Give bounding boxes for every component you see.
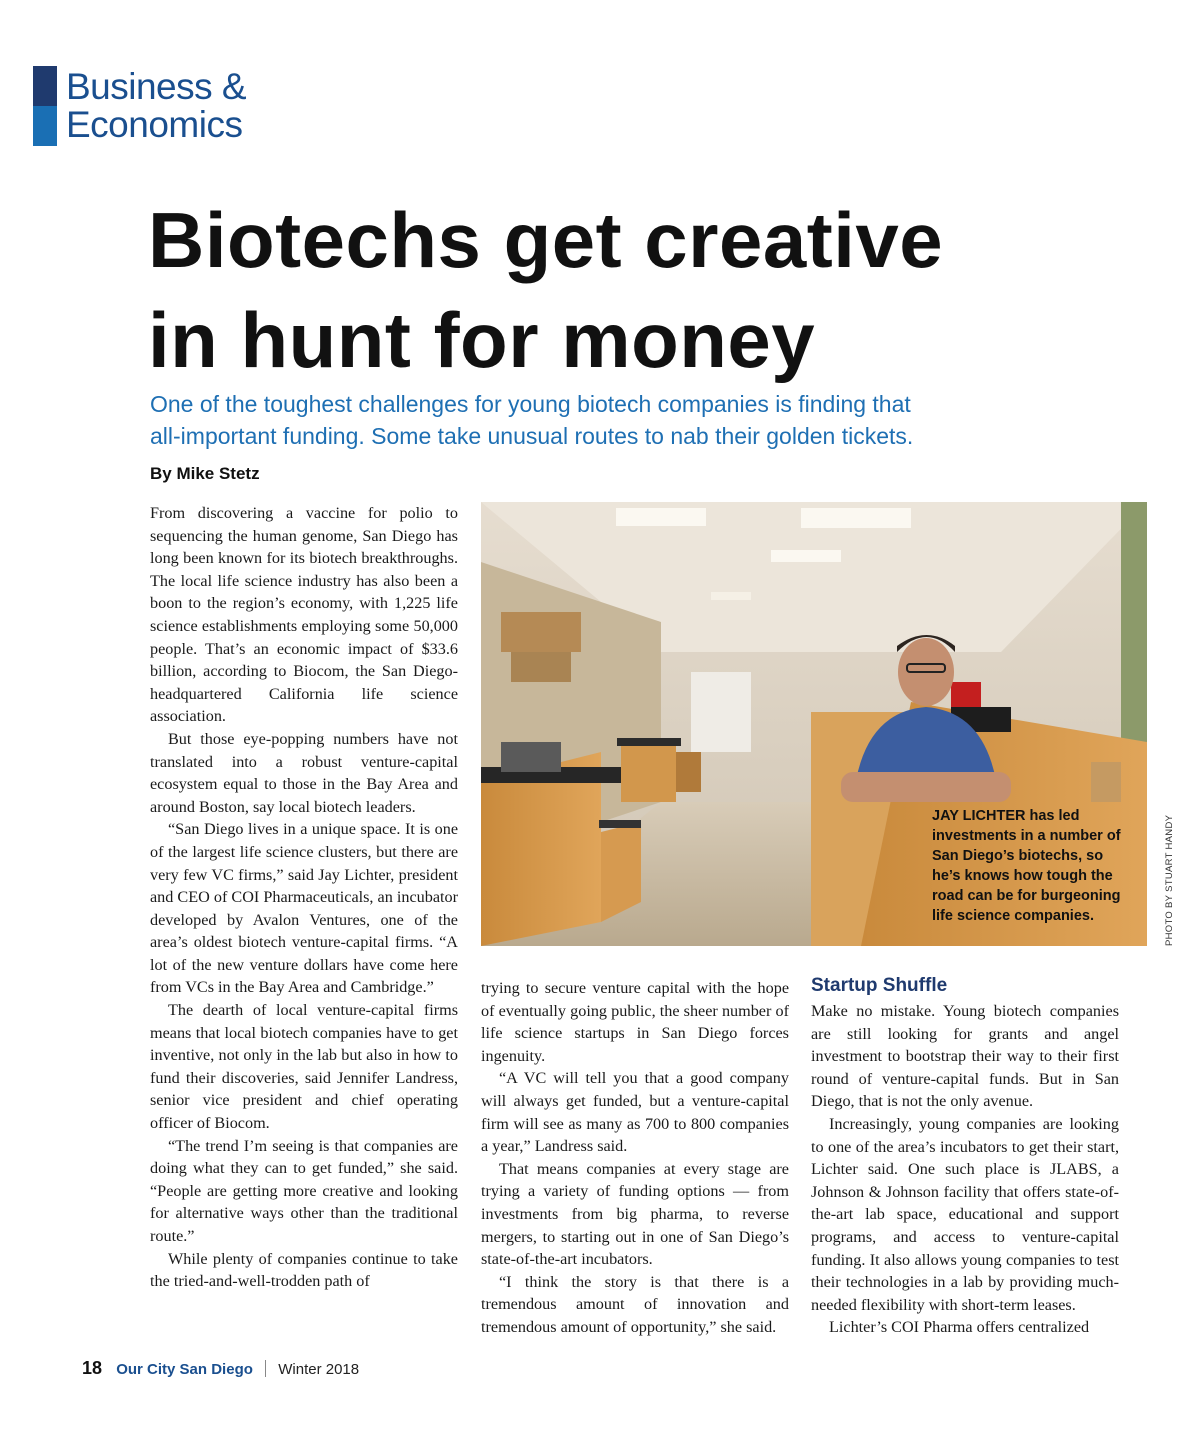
section-label-line1: Business &	[66, 66, 247, 107]
paragraph: “A VC will tell you that a good company will always get funded, but a venture-capital firm will see as many as 700 to 800 companies a year,” Landress said.	[481, 1069, 789, 1156]
deck-line1: One of the toughest challenges for young biotech companies is finding that	[150, 391, 911, 417]
section-label-line2: Economics	[66, 104, 243, 145]
page-footer	[82, 1358, 359, 1379]
paragraph: From discovering a vaccine for polio to sequencing the human genome, San Diego has long been known for its biotech breakthroughs. The local life science industry has also been a boon to the region’s economy, with 1,225 life science establishments employing some 50,000 people. That’s an economic impact of $33.6 billion, according to Biocom, the San Diego-headquartered California life science association.	[150, 504, 458, 726]
paragraph: Lichter’s COI Pharma offers centralized	[829, 1318, 1090, 1337]
article-column-1	[150, 502, 458, 1362]
paragraph: Increasingly, young companies are looking to one of the area’s incubators to get their start, Lichter said. One such place is JLABS, a Johnson & Johnson facility that offers state-of-the-art lab space, educational and support programs, and access to venture-capital funding. It also allows young companies to test their technologies in a lab by providing much-needed flexibility with short-term leases.	[811, 1114, 1119, 1314]
paragraph: “The trend I’m seeing is that companies are doing what they can to get funded,” she said. “People are getting more creative and looking for alternative ways other than the traditional route.”	[150, 1136, 458, 1245]
byline: By Mike Stetz	[150, 464, 260, 483]
paragraph: The dearth of local venture-capital firms means that local biotech companies have to get inventive, not only in the lab but also in how to fund their discoveries, said Jennifer Landress, senior vice president and chief operating officer of Biocom.	[150, 1001, 458, 1133]
paragraph: trying to secure venture capital with the hope of eventually going public, the sheer number of life science startups in San Diego forces ingenuity.	[481, 979, 789, 1065]
photo-credit: PHOTO BY STUART HANDY	[1164, 814, 1175, 946]
headline-line2: in hunt for money	[148, 296, 816, 384]
section-marker-light	[33, 106, 57, 146]
footer-divider	[265, 1360, 266, 1377]
paragraph: That means companies at every stage are trying a variety of funding options — from investments from big pharma, to reverse mergers, to starting out in one of San Diego’s state-of-the-art incubators.	[481, 1159, 789, 1269]
deck	[150, 388, 1050, 452]
headline	[148, 190, 1148, 390]
paragraph: “San Diego lives in a unique space. It is one of the largest life science clusters, but there are very few VC firms,” said Jay Lichter, president and CEO of COI Pharmaceuticals, an incubator developed by Avalon Ventures, one of the area’s oldest biotech venture-capital firms. “A lot of the new venture dollars have come here from VCs in the Bay Area and Cambridge.”	[150, 820, 458, 997]
section-marker-dark	[33, 66, 57, 106]
page-number: 18	[82, 1358, 103, 1378]
paragraph: While plenty of companies continue to take the tried-and-well-trodden path of	[150, 1249, 458, 1291]
photo-caption: JAY LICHTER has led investments in a number of San Diego’s biotechs, so he’s knows how tough the road can be for burgeoning life science companies.	[932, 808, 1121, 924]
publication-name: Our City San Diego	[116, 1361, 253, 1378]
section-label	[66, 68, 246, 144]
issue-date: Winter 2018	[278, 1361, 360, 1378]
article-column-2	[481, 977, 789, 1339]
section-marker	[33, 66, 57, 146]
article-column-3	[811, 972, 1119, 1339]
deck-line2: all-important funding. Some take unusual routes to nab their golden tickets.	[150, 423, 914, 449]
paragraph: “I think the story is that there is a tremendous amount of innovation and tremendous amount of opportunity,” she said.	[481, 1272, 789, 1336]
paragraph: But those eye-popping numbers have not translated into a robust venture-capital ecosystem equal to those in the Bay Area and around Boston, say local biotech leaders.	[150, 729, 458, 816]
headline-line1: Biotechs get creative	[148, 196, 944, 284]
paragraph: Make no mistake. Young biotech companies are still looking for grants and angel investment to bootstrap their way to their first round of venture-capital funds. But in San Diego, that is not the only avenue.	[811, 1002, 1119, 1111]
subhead: Startup Shuffle	[811, 975, 948, 996]
